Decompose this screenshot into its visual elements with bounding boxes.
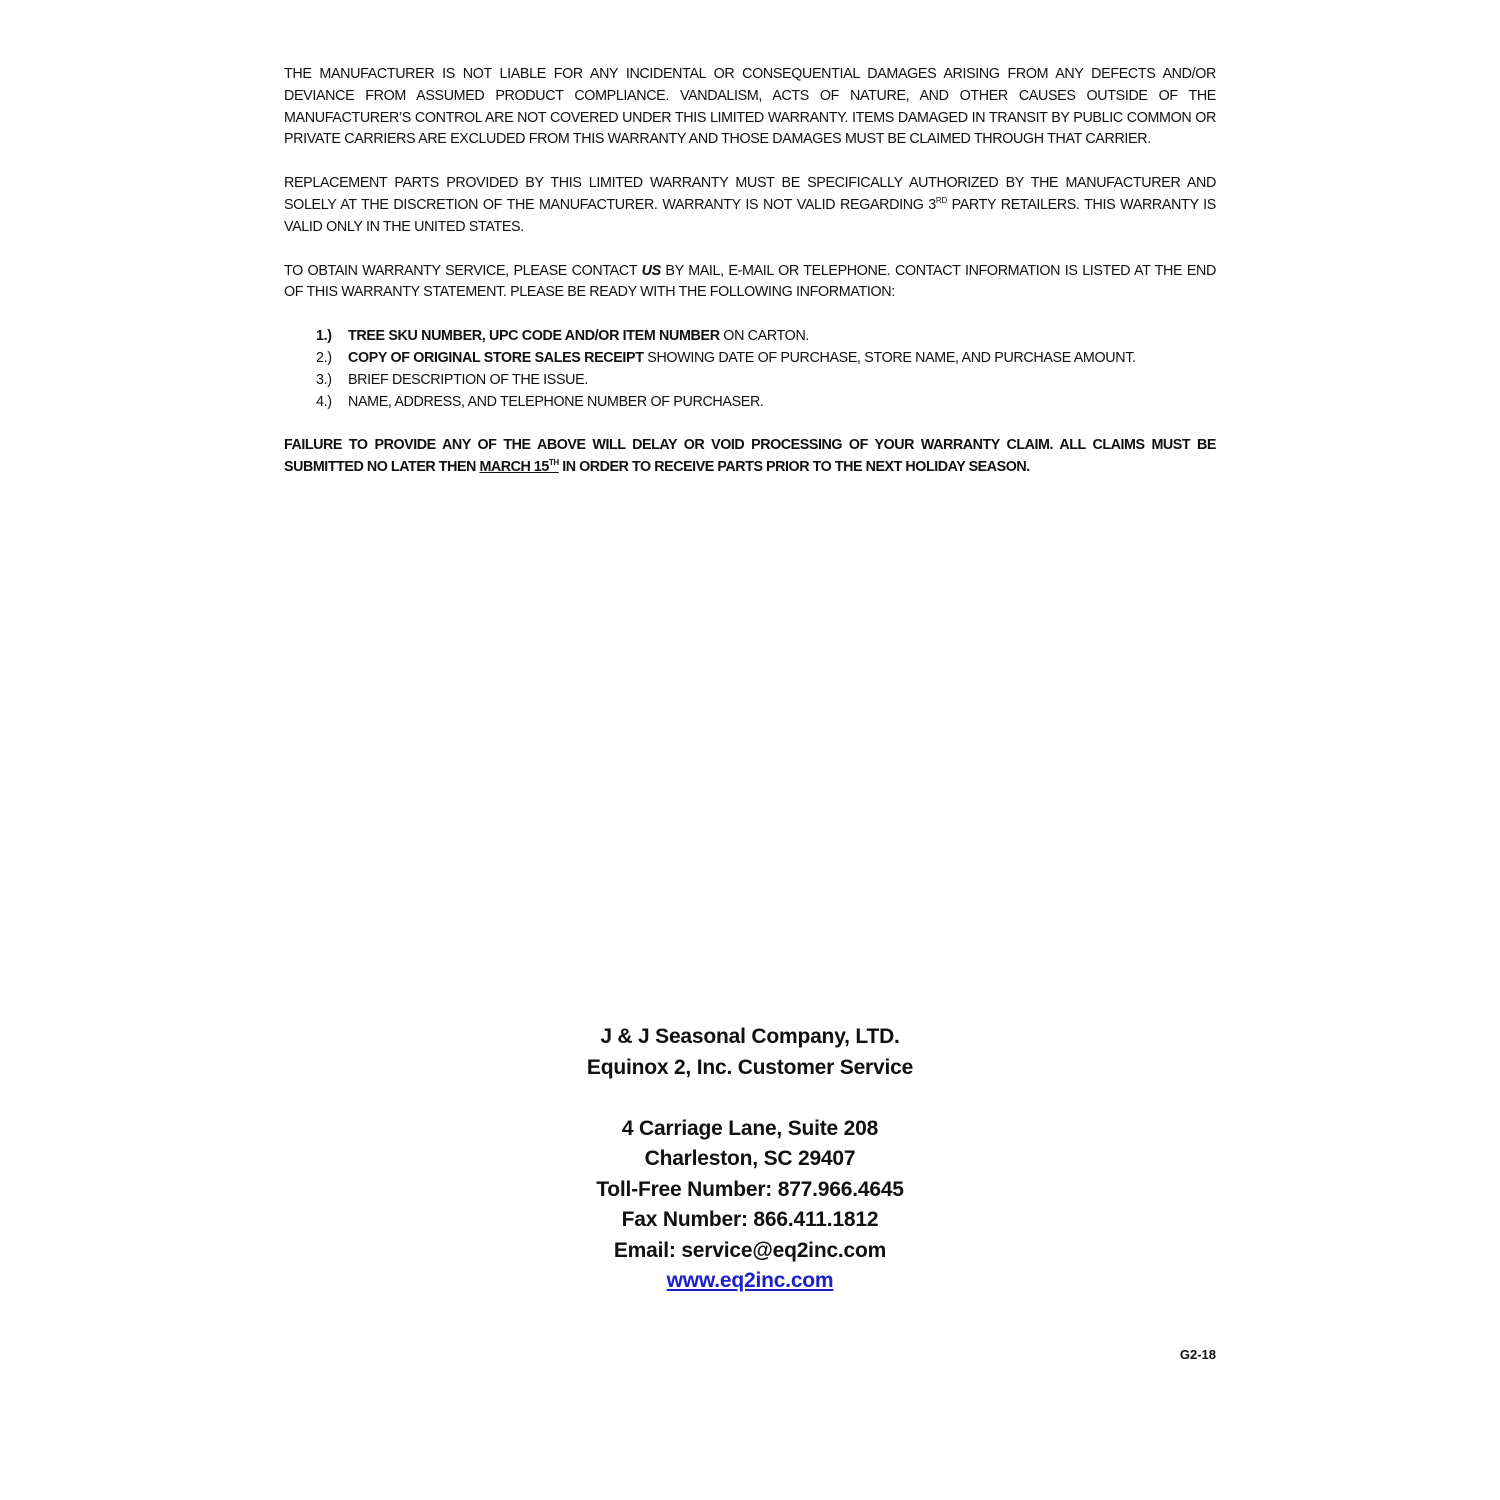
- contact-block: [450, 1022, 1050, 1297]
- deadline-notice: FAILURE TO PROVIDE ANY OF THE ABOVE WILL DELAY OR VOID PROCESSING OF YOUR WARRANTY CLAIM. ALL CLAIMS MUST BE SUBMITTED NO LATER THEN MARCH 15TH IN ORDER TO RECEIVE PARTS PRIOR TO THE NEXT HOLIDAY SEASON.: [284, 437, 1216, 476]
- list-item: 1.) TREE SKU NUMBER, UPC CODE AND/OR ITEM NUMBER ON CARTON.: [316, 328, 810, 345]
- email-address: Email: service@eq2inc.com: [613, 1238, 887, 1262]
- list-item: 2.) COPY OF ORIGINAL STORE SALES RECEIPT SHOWING DATE OF PURCHASE, STORE NAME, AND PURCHASE AMOUNT.: [316, 349, 1136, 366]
- document-code: G2-18: [1179, 1347, 1216, 1362]
- obtain-service-paragraph: TO OBTAIN WARRANTY SERVICE, PLEASE CONTACT US BY MAIL, E-MAIL OR TELEPHONE. CONTACT INFORMATION IS LISTED AT THE END OF THIS WARRANTY STATEMENT. PLEASE BE READY WITH THE FOLLOWING INFORMATION:: [284, 262, 1216, 301]
- fax-number: Fax Number: 866.411.1812: [621, 1208, 879, 1231]
- website-link[interactable]: www.eq2inc.com: [666, 1269, 834, 1292]
- liability-paragraph: THE MANUFACTURER IS NOT LIABLE FOR ANY INCIDENTAL OR CONSEQUENTIAL DAMAGES ARISING FROM ANY DEFECTS AND/OR DEVIANCE FROM ASSUMED PRODUCT COMPLIANCE. VANDALISM, ACTS OF NATURE, AND OTHER CAUSES OUTSIDE OF THE MANUFACTURER’S CONTROL ARE NOT COVERED UNDER THIS LIMITED WARRANTY. ITEMS DAMAGED IN TRANSIT BY PUBLIC COMMON OR PRIVATE CARRIERS ARE EXCLUDED FROM THIS WARRANTY AND THOSE DAMAGES MUST BE CLAIMED THROUGH THAT CARRIER.: [284, 66, 1216, 148]
- address-line-1: 4 Carriage Lane, Suite 208: [621, 1116, 879, 1140]
- address-line-2: Charleston, SC 29407: [644, 1147, 856, 1170]
- company-name: J & J Seasonal Company, LTD.: [600, 1025, 900, 1048]
- required-information-list: [284, 326, 1216, 413]
- replacement-parts-paragraph: REPLACEMENT PARTS PROVIDED BY THIS LIMITED WARRANTY MUST BE SPECIFICALLY AUTHORIZED BY THE MANUFACTURER AND SOLELY AT THE DISCRETION OF THE MANUFACTURER. WARRANTY IS NOT VALID REGARDING 3RD PARTY RETAILERS. THIS WARRANTY IS VALID ONLY IN THE UNITED STATES.: [284, 175, 1216, 235]
- list-item: 3.) BRIEF DESCRIPTION OF THE ISSUE.: [316, 371, 588, 388]
- list-item: 4.) NAME, ADDRESS, AND TELEPHONE NUMBER OF PURCHASER.: [316, 393, 764, 410]
- warranty-text: [284, 64, 1216, 479]
- toll-free-number: Toll-Free Number: 877.966.4645: [596, 1177, 904, 1201]
- division-name: Equinox 2, Inc. Customer Service: [586, 1055, 914, 1079]
